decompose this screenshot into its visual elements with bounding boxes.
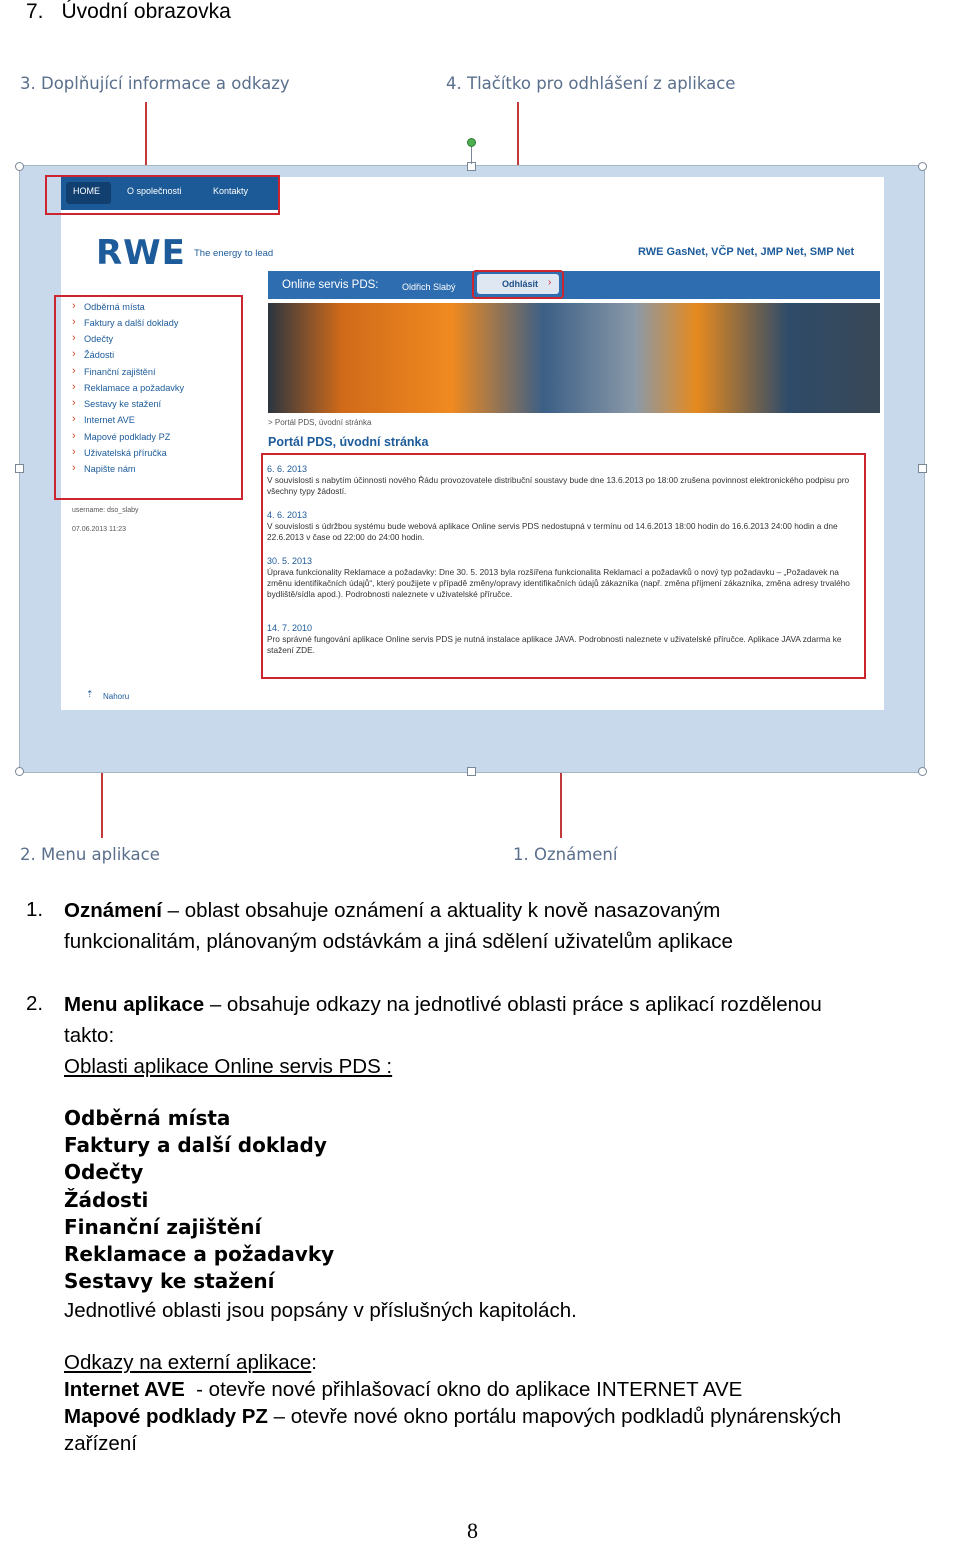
external-name: Internet AVE: [64, 1378, 185, 1401]
nav-home[interactable]: HOME: [73, 186, 100, 196]
sidebar-item-manual[interactable]: › Uživatelská příručka: [84, 448, 167, 458]
user-name: Oldřich Slabý: [402, 282, 456, 292]
resize-handle-icon[interactable]: [918, 464, 927, 473]
resize-handle-icon[interactable]: [15, 162, 24, 171]
item-number: 2.: [26, 992, 44, 1015]
logout-label: Odhlásit: [502, 279, 539, 289]
resize-handle-icon[interactable]: [15, 767, 24, 776]
item-text-line2: funkcionalitám, plánovaným odstávkám a jiná sdělení uživatelům aplikace: [64, 930, 733, 953]
areas-heading: Oblasti aplikace Online servis PDS :: [64, 1055, 393, 1078]
login-datetime: 07.06.2013 11:23: [72, 526, 126, 533]
list-item: Sestavy ke stažení: [64, 1269, 275, 1294]
sidebar-item-internet-ave[interactable]: › Internet AVE: [84, 415, 135, 425]
list-item: Faktury a další doklady: [64, 1133, 327, 1158]
list-item: Reklamace a požadavky: [64, 1242, 335, 1267]
page-title: Portál PDS, úvodní stránka: [268, 435, 429, 449]
external-name: Mapové podklady PZ: [64, 1405, 268, 1428]
rotate-handle-icon[interactable]: [467, 138, 476, 147]
section-title: Úvodní obrazovka: [61, 0, 231, 23]
section-number: 7.: [26, 0, 44, 23]
breadcrumb[interactable]: > Portál PDS, úvodní stránka: [268, 418, 372, 427]
resize-handle-icon[interactable]: [15, 464, 24, 473]
news-date: 6. 6. 2013: [267, 464, 308, 474]
areas-note: Jednotlivé oblasti jsou popsány v příslušných kapitolách.: [64, 1299, 577, 1322]
sidebar-item-maps[interactable]: › Mapové podklady PZ: [84, 432, 170, 442]
item-number: 1.: [26, 898, 44, 921]
external-wrap: zařízení: [64, 1432, 137, 1455]
highlight-announcements: [261, 453, 866, 679]
callout-logout-button: 4. Tlačítko pro odhlášení z aplikace: [446, 74, 736, 93]
external-heading: Odkazy na externí aplikace: [64, 1351, 312, 1374]
rotate-connector: [471, 146, 472, 164]
sidebar-item-requests[interactable]: › Žádosti: [84, 350, 114, 360]
chevron-right-icon: ›: [548, 277, 552, 288]
news-text: Úprava funkcionality Reklamace a požadavky: Dne 30. 5. 2013 byla rozšířena funkcionalita Reklamací a požadavků o nový typ požadavku – „Požadavek na změnu identifikačních údajů“, který použijete v případě změny/opravy identifikačních údajů zákazníka (např. změna příjmení zákazníka, změna adresy trvalého bydliště/sídla apod.). Podrobnosti naleznete v uživatelské příručce.: [267, 567, 850, 599]
nav-contacts[interactable]: Kontakty: [213, 186, 249, 196]
highlight-info-links: [45, 175, 280, 215]
sidebar-item-complaints[interactable]: › Reklamace a požadavky: [84, 383, 184, 393]
callout-additional-info: 3. Doplňující informace a odkazy: [20, 74, 290, 93]
external-desc: – otevře nové okno portálu mapových podkladů plynárenských: [267, 1405, 842, 1428]
resize-handle-icon[interactable]: [918, 162, 927, 171]
news-date: 14. 7. 2010: [267, 623, 313, 633]
highlight-app-menu: [54, 295, 243, 500]
item-app-menu: [64, 989, 944, 1082]
list-item: Žádosti: [64, 1187, 149, 1212]
page-number: 8: [467, 1518, 478, 1543]
sidebar-item-readings[interactable]: › Odečty: [84, 334, 113, 344]
item-text: – obsahuje odkazy na jednotlivé oblasti práce s aplikací rozdělenou: [204, 993, 822, 1016]
item-title: Menu aplikace: [64, 993, 205, 1016]
item-announcements: [64, 895, 944, 957]
news-date: 4. 6. 2013: [267, 510, 308, 520]
highlight-logout: [472, 270, 564, 299]
callout-announcements: 1. Oznámení: [513, 845, 618, 864]
external-colon: :: [311, 1351, 317, 1374]
item-title: Oznámení: [64, 899, 162, 922]
list-item: Odběrná místa: [64, 1106, 231, 1130]
resize-handle-icon[interactable]: [467, 767, 476, 776]
resize-handle-icon[interactable]: [918, 767, 927, 776]
list-item: Finanční zajištění: [64, 1214, 262, 1239]
hero-image: [268, 303, 880, 413]
external-desc: - otevře nové přihlašovací okno do aplikace INTERNET AVE: [184, 1378, 743, 1401]
sidebar-item-write-us[interactable]: › Napište nám: [84, 464, 136, 474]
tagline: The energy to lead: [194, 248, 274, 259]
arrow-up-icon: ⇡: [86, 689, 94, 699]
news-date: 30. 5. 2013: [267, 556, 313, 566]
news-text: V souvislosti s nabytím účinnosti nového Řádu provozovatele distribuční soustavy bude dne 13.6.2013 po 18:00 zrušena povinnost elektronického podpisu pro všechny typy žádostí.: [267, 475, 850, 496]
section-heading: [26, 0, 231, 24]
sidebar-item-financial[interactable]: › Finanční zajištění: [84, 367, 156, 377]
areas-list: [64, 1105, 334, 1295]
news-text: V souvislosti s údržbou systému bude webová aplikace Online servis PDS nedostupná v termínu od 14.6.2013 18:00 hodin do 16.6.2013 24:00 hodin a dne 22.6.2013 v čase od 22:00 do 24:00 hodin.: [267, 521, 838, 542]
list-item: Odečty: [64, 1160, 144, 1185]
sidebar-item-consumption-points[interactable]: › Odběrná místa: [84, 302, 145, 312]
item-text: – oblast obsahuje oznámení a aktuality k nově nasazovaným: [161, 899, 721, 922]
sidebar-item-invoices[interactable]: › Faktury a další doklady: [84, 318, 178, 328]
external-section: [64, 1349, 944, 1457]
nav-about[interactable]: O společnosti: [127, 186, 182, 196]
username-label: username: dso_slaby: [72, 507, 139, 514]
rwe-logo: RWE: [96, 233, 186, 273]
item-text-line2: takto:: [64, 1024, 115, 1047]
network-names: RWE GasNet, VČP Net, JMP Net, SMP Net: [638, 246, 855, 258]
news-text: Pro správné fungování aplikace Online servis PDS je nutná instalace aplikace JAVA. Podrobnosti naleznete v uživatelské příručce. Aplikace JAVA zdarma ke stažení ZDE.: [267, 634, 842, 655]
portal-title: Online servis PDS:: [282, 279, 379, 291]
sidebar-item-reports[interactable]: › Sestavy ke stažení: [84, 399, 161, 409]
callout-app-menu: 2. Menu aplikace: [20, 845, 160, 864]
top-link[interactable]: Nahoru: [103, 692, 130, 701]
